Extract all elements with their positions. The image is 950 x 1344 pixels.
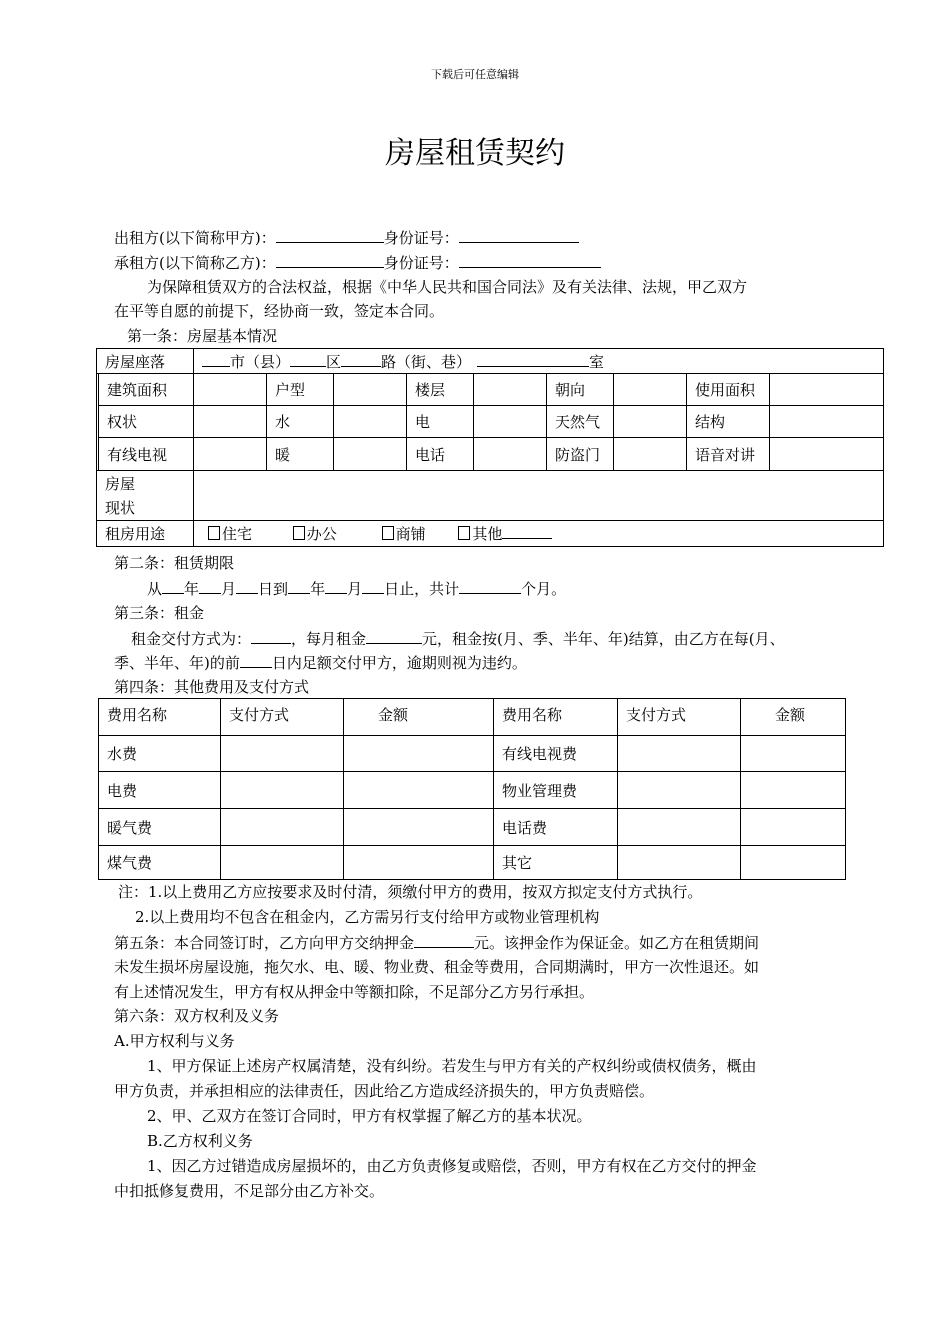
usage-option-label: 商铺 bbox=[395, 525, 426, 543]
document-title: 房屋租赁契约 bbox=[385, 136, 565, 171]
lessee-label: 承租方(以下简称乙方)： bbox=[114, 254, 276, 272]
cell-security-door-value[interactable] bbox=[614, 438, 687, 471]
cell-water-value[interactable] bbox=[334, 406, 407, 438]
fee-water-amount[interactable] bbox=[344, 736, 494, 772]
road-label: 路（街、巷） bbox=[381, 352, 472, 371]
col-amount: 金额 bbox=[344, 699, 494, 736]
end-day-blank[interactable] bbox=[362, 578, 384, 594]
col-amount-2: 金额 bbox=[741, 699, 846, 736]
fee-electricity-method[interactable] bbox=[221, 772, 344, 809]
lessee-id-blank[interactable] bbox=[459, 252, 601, 268]
article2-heading: 第二条：租赁期限 bbox=[114, 554, 235, 572]
cell-floor-label: 楼层 bbox=[407, 374, 474, 406]
col-payment-method: 支付方式 bbox=[221, 699, 344, 736]
payment-due-text: 日内足额交付甲方，逾期则视为违约。 bbox=[271, 654, 527, 672]
status-label bbox=[97, 471, 194, 521]
fee-gas-amount[interactable] bbox=[344, 846, 494, 880]
article6-a1-line-1: 1、甲方保证上述房产权属清楚，没有纠纷。若发生与甲方有关的产权纠纷或债权债务，概由 bbox=[147, 1057, 757, 1075]
article1-heading: 第一条：房屋基本情况 bbox=[127, 327, 278, 345]
fee-other: 其它 bbox=[494, 846, 618, 880]
room-blank[interactable] bbox=[477, 351, 589, 367]
cell-cabletv-label: 有线电视 bbox=[99, 438, 194, 471]
lessee-name-blank[interactable] bbox=[276, 252, 384, 268]
usage-option-label: 办公 bbox=[306, 525, 337, 543]
cell-cabletv-value[interactable] bbox=[194, 438, 267, 471]
district-label: 区 bbox=[326, 352, 342, 371]
article4-heading: 第四条：其他费用及支付方式 bbox=[114, 678, 310, 696]
cell-power-value[interactable] bbox=[474, 406, 547, 438]
cell-area-label: 建筑面积 bbox=[99, 374, 194, 406]
cell-intercom-label: 语音对讲 bbox=[687, 438, 770, 471]
article3-heading: 第三条：租金 bbox=[114, 604, 205, 622]
usage-option-residence[interactable] bbox=[208, 525, 252, 543]
end-month-blank[interactable] bbox=[325, 578, 347, 594]
deposit-text: 第五条：本合同签订时，乙方向甲方交纳押金 bbox=[114, 934, 415, 952]
fee-cabletv-amount[interactable] bbox=[741, 736, 846, 772]
cell-intercom-value[interactable] bbox=[770, 438, 884, 471]
fee-other-amount[interactable] bbox=[741, 846, 846, 880]
cell-orientation-value[interactable] bbox=[614, 374, 687, 406]
cell-floor-value[interactable] bbox=[474, 374, 547, 406]
checkbox-icon bbox=[293, 526, 305, 540]
monthly-rent-blank[interactable] bbox=[366, 628, 422, 644]
col-payment-method-2: 支付方式 bbox=[618, 699, 741, 736]
cell-layout-value[interactable] bbox=[334, 374, 407, 406]
cell-usable-area-value[interactable] bbox=[770, 374, 884, 406]
article6-b1-line-2: 中扣抵修复费用，不足部分由乙方补交。 bbox=[114, 1182, 385, 1200]
cell-heating-label: 暖 bbox=[267, 438, 334, 471]
cell-water-label: 水 bbox=[267, 406, 334, 438]
fee-phone-method[interactable] bbox=[618, 809, 741, 846]
cell-title-value[interactable] bbox=[194, 406, 267, 438]
city-blank[interactable] bbox=[202, 351, 230, 367]
fee-heating-amount[interactable] bbox=[344, 809, 494, 846]
header-note: 下载后可任意编辑 bbox=[431, 68, 519, 81]
fee-gas: 煤气费 bbox=[99, 846, 221, 880]
lessor-id-label: 身份证号： bbox=[383, 229, 459, 247]
usage-other-blank[interactable] bbox=[502, 523, 552, 539]
fee-gas-method[interactable] bbox=[221, 846, 344, 880]
end-year-blank[interactable] bbox=[288, 578, 310, 594]
month-text: 月 bbox=[347, 580, 363, 598]
month-text: 月 bbox=[221, 580, 237, 598]
days-blank[interactable] bbox=[240, 652, 272, 668]
status-value[interactable] bbox=[194, 471, 884, 521]
deposit-blank[interactable] bbox=[414, 932, 474, 948]
district-blank[interactable] bbox=[290, 351, 326, 367]
fee-heating: 暖气费 bbox=[99, 809, 221, 846]
cell-security-door-label: 防盗门 bbox=[547, 438, 614, 471]
fees-note-1: 注：1.以上费用乙方应按要求及时付清，须缴付甲方的费用，按双方拟定支付方式执行。 bbox=[118, 883, 703, 901]
start-year-blank[interactable] bbox=[162, 578, 184, 594]
fee-phone-amount[interactable] bbox=[741, 809, 846, 846]
checkbox-icon bbox=[458, 526, 470, 540]
article5-line-2: 未发生损坏房屋设施，拖欠水、电、暖、物业费、租金等费用，合同期满时，甲方一次性退还。如 bbox=[114, 958, 760, 976]
usage-option-office[interactable] bbox=[293, 525, 337, 543]
checkbox-icon bbox=[208, 526, 220, 540]
article6-a-heading: A.甲方权利与义务 bbox=[114, 1032, 235, 1050]
cell-power-label: 电 bbox=[407, 406, 474, 438]
location-label: 房屋座落 bbox=[97, 349, 194, 374]
monthly-rent-text: ，每月租金 bbox=[291, 630, 367, 648]
cell-usable-area-label: 使用面积 bbox=[687, 374, 770, 406]
deposit-purpose-text: 元。该押金作为保证金。如乙方在租赁期间 bbox=[474, 934, 760, 952]
total-months-blank[interactable] bbox=[459, 578, 521, 594]
year-text: 年 bbox=[184, 580, 200, 598]
usage-option-label: 其他 bbox=[472, 525, 503, 543]
fees-table bbox=[98, 698, 846, 880]
article6-b-heading: B.乙方权利义务 bbox=[147, 1132, 253, 1150]
fee-property-method[interactable] bbox=[618, 772, 741, 809]
article6-heading: 第六条：双方权利及义务 bbox=[114, 1007, 280, 1025]
fee-heating-method[interactable] bbox=[221, 809, 344, 846]
fee-other-method[interactable] bbox=[618, 846, 741, 880]
fees-note-2: 2.以上费用均不包含在租金内，乙方需另行支付给甲方或物业管理机构 bbox=[135, 908, 600, 926]
start-day-blank[interactable] bbox=[236, 578, 258, 594]
fee-cabletv: 有线电视费 bbox=[494, 736, 618, 772]
cell-structure-value[interactable] bbox=[770, 406, 884, 438]
usage-option-label: 住宅 bbox=[222, 525, 253, 543]
lessor-id-blank[interactable] bbox=[459, 227, 579, 243]
day-to-text: 日到 bbox=[258, 580, 289, 598]
cell-structure-label: 结构 bbox=[687, 406, 770, 438]
day-end-text: 日止，共计 bbox=[384, 580, 460, 598]
cell-layout-label: 户型 bbox=[267, 374, 334, 406]
article3-line-2 bbox=[114, 652, 527, 673]
lessor-line bbox=[114, 227, 579, 248]
house-info-table bbox=[96, 348, 884, 547]
fee-property-amount[interactable] bbox=[741, 772, 846, 809]
usage-option-other[interactable] bbox=[458, 525, 552, 543]
lessee-id-label: 身份证号： bbox=[383, 254, 459, 272]
status-label-line-1: 房屋 bbox=[105, 474, 136, 493]
location-cell bbox=[194, 349, 884, 374]
article2-term-line bbox=[147, 578, 566, 599]
cell-area-value[interactable] bbox=[194, 374, 267, 406]
room-label: 室 bbox=[589, 352, 605, 371]
article3-line-1 bbox=[131, 628, 785, 649]
cell-orientation-label: 朝向 bbox=[547, 374, 614, 406]
cell-gas-label: 天然气 bbox=[547, 406, 614, 438]
article6-a2: 2、甲、乙双方在签订合同时，甲方有权掌握了解乙方的基本状况。 bbox=[147, 1107, 592, 1125]
preamble-line-1: 为保障租赁双方的合法权益，根据《中华人民共和国合同法》及有关法律、法规，甲乙双方 bbox=[147, 278, 748, 296]
fee-electricity-amount[interactable] bbox=[344, 772, 494, 809]
status-label-line-2: 现状 bbox=[105, 498, 136, 517]
cell-title-label: 权状 bbox=[99, 406, 194, 438]
fee-phone: 电话费 bbox=[494, 809, 618, 846]
article6-b1-line-1: 1、因乙方过错造成房屋损坏的，由乙方负责修复或赔偿，否则，甲方有权在乙方交付的押金 bbox=[147, 1157, 757, 1175]
city-label: 市（县） bbox=[230, 352, 291, 371]
article5-line-1 bbox=[114, 932, 759, 953]
col-fee-name: 费用名称 bbox=[99, 699, 221, 736]
preamble-line-2: 在平等自愿的前提下，经协商一致，签定本合同。 bbox=[114, 302, 445, 320]
from-text: 从 bbox=[147, 580, 163, 598]
usage-label: 租房用途 bbox=[97, 521, 194, 547]
checkbox-icon bbox=[382, 526, 394, 540]
fee-water: 水费 bbox=[99, 736, 221, 772]
road-blank[interactable] bbox=[341, 351, 381, 367]
lessor-label: 出租方(以下简称甲方)： bbox=[114, 229, 276, 247]
rent-method-text: 租金交付方式为： bbox=[131, 630, 252, 648]
cell-gas-value[interactable] bbox=[614, 406, 687, 438]
fee-cabletv-method[interactable] bbox=[618, 736, 741, 772]
start-month-blank[interactable] bbox=[199, 578, 221, 594]
lessor-name-blank[interactable] bbox=[276, 227, 384, 243]
months-text: 个月。 bbox=[521, 580, 567, 598]
year-text: 年 bbox=[310, 580, 326, 598]
usage-option-shop[interactable] bbox=[382, 525, 426, 543]
rent-method-blank[interactable] bbox=[251, 628, 291, 644]
fee-property: 物业管理费 bbox=[494, 772, 618, 809]
cell-phone-label: 电话 bbox=[407, 438, 474, 471]
cell-phone-value[interactable] bbox=[474, 438, 547, 471]
cell-heating-value[interactable] bbox=[334, 438, 407, 471]
period-text: 季、半年、年)的前 bbox=[114, 654, 240, 672]
fee-electricity: 电费 bbox=[99, 772, 221, 809]
usage-options bbox=[194, 521, 884, 547]
lessee-line bbox=[114, 252, 601, 273]
article5-line-3: 有上述情况发生，甲方有权从押金中等额扣除，不足部分乙方另行承担。 bbox=[114, 983, 595, 1001]
fee-water-method[interactable] bbox=[221, 736, 344, 772]
settlement-text: 元，租金按(月、季、半年、年)结算，由乙方在每(月、 bbox=[422, 630, 785, 648]
article6-a1-line-2: 甲方负责，并承担相应的法律责任，因此给乙方造成经济损失的，甲方负责赔偿。 bbox=[114, 1082, 655, 1100]
col-fee-name-2: 费用名称 bbox=[494, 699, 618, 736]
